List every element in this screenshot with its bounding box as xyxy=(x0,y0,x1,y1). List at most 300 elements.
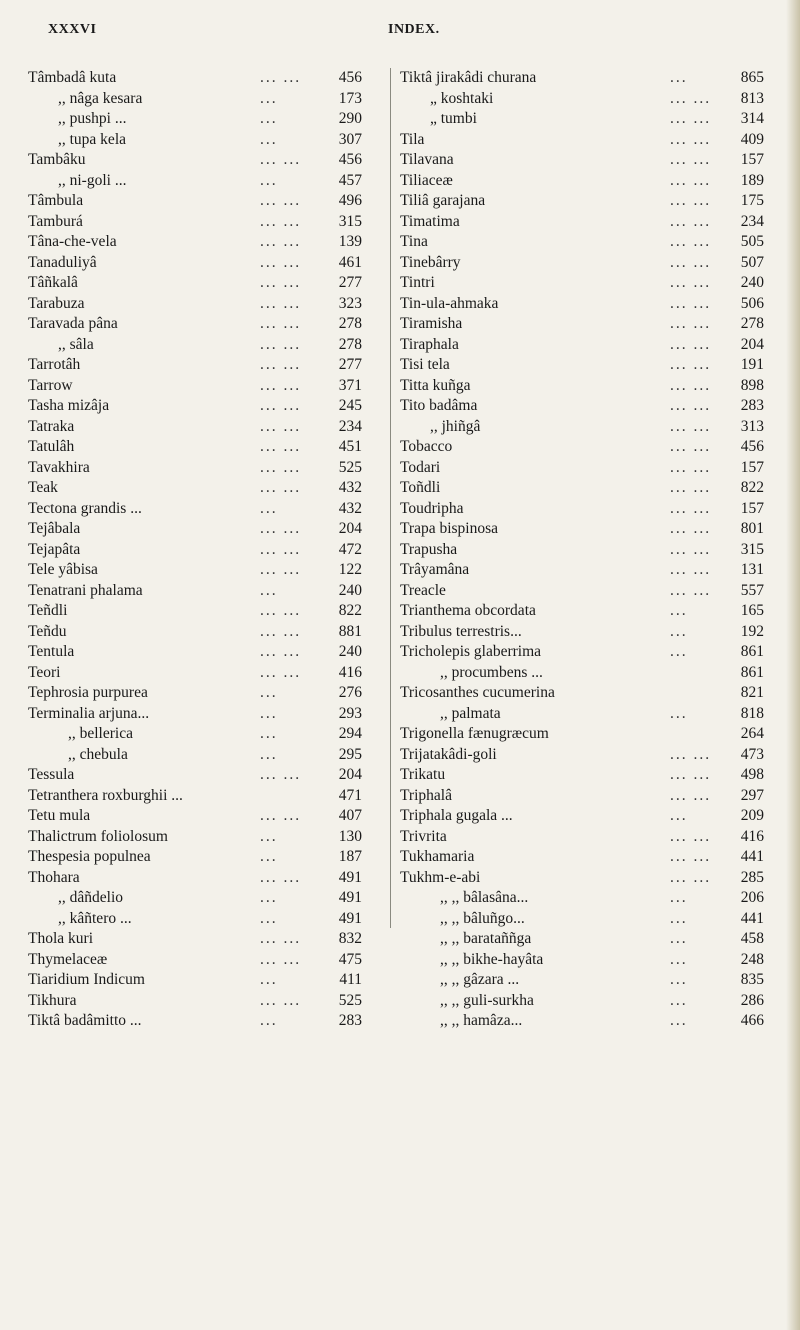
index-term: Tamburá xyxy=(28,212,83,230)
page-reference: 821 xyxy=(740,684,764,701)
index-entry xyxy=(28,499,382,520)
index-term: Tarrow xyxy=(28,376,73,394)
leader-dots: ... ... xyxy=(670,151,712,168)
leader-dots: ... ... xyxy=(260,376,302,394)
index-term: Tambâku xyxy=(28,151,86,168)
leader-dots: ... xyxy=(670,807,688,824)
index-entry xyxy=(28,622,382,643)
page-reference: 277 xyxy=(338,274,362,291)
index-entry xyxy=(400,68,764,89)
leader-dots: ... ... xyxy=(260,438,302,455)
index-term: Tarrotâh xyxy=(28,356,81,373)
page-reference: 471 xyxy=(338,786,362,804)
index-term: Tina xyxy=(400,233,428,250)
page-reference: 822 xyxy=(740,479,764,496)
page-reference: 407 xyxy=(338,807,362,824)
page-reference: 475 xyxy=(338,950,362,968)
leader-dots: ... xyxy=(260,971,278,988)
index-term: „ koshtaki xyxy=(430,89,494,107)
index-entry xyxy=(400,396,764,417)
page-reference: 240 xyxy=(338,581,362,599)
leader-dots: ... ... xyxy=(260,69,302,86)
page-edge-shadow xyxy=(786,0,800,1330)
index-entry xyxy=(400,499,764,520)
leader-dots: ... ... xyxy=(260,622,302,640)
leader-dots: ... ... xyxy=(260,807,302,824)
leader-dots: ... ... xyxy=(670,315,712,332)
page-reference: 307 xyxy=(338,130,362,148)
index-entry xyxy=(28,519,382,540)
index-term: Trivrita xyxy=(400,827,447,845)
leader-dots: ... ... xyxy=(670,458,712,476)
leader-dots: ... ... xyxy=(260,253,302,271)
index-term: Tephrosia purpurea xyxy=(28,684,148,701)
index-term: Tavakhira xyxy=(28,458,90,476)
index-term: ,, ,, guli-surkha xyxy=(440,991,534,1009)
index-term: „ tumbi xyxy=(430,110,477,127)
index-term: Thalictrum foliolosum xyxy=(28,827,168,845)
leader-dots: ... ... xyxy=(670,520,712,537)
page-header xyxy=(0,18,800,48)
index-term: Tiramisha xyxy=(400,315,463,332)
index-entry xyxy=(400,581,764,602)
leader-dots: ... xyxy=(670,704,688,722)
page-reference: 865 xyxy=(740,69,764,86)
index-term: Tatulâh xyxy=(28,438,75,455)
page-reference: 498 xyxy=(740,766,764,783)
index-entry xyxy=(28,109,382,130)
leader-dots: ... xyxy=(260,725,278,742)
index-entry xyxy=(28,232,382,253)
index-term: ,, ni-goli ... xyxy=(58,171,127,189)
leader-dots: ... ... xyxy=(260,643,302,660)
leader-dots: ... ... xyxy=(670,561,712,578)
index-entry xyxy=(400,929,764,950)
leader-dots: ... xyxy=(670,991,688,1009)
page-reference: 458 xyxy=(740,930,764,947)
index-entry xyxy=(28,765,382,786)
page-reference: 209 xyxy=(740,807,764,824)
index-term: Toñdli xyxy=(400,479,441,496)
index-entry xyxy=(28,335,382,356)
leader-dots: ... xyxy=(670,950,688,968)
page-reference: 409 xyxy=(740,130,764,148)
index-term: Tiliâ garajana xyxy=(400,192,486,209)
page-reference: 157 xyxy=(740,151,764,168)
index-entry xyxy=(400,601,764,622)
leader-dots: ... ... xyxy=(260,520,302,537)
leader-dots: ... ... xyxy=(670,581,712,599)
leader-dots: ... ... xyxy=(260,930,302,947)
index-entry xyxy=(28,396,382,417)
index-entry xyxy=(28,786,382,807)
leader-dots: ... ... xyxy=(260,294,302,312)
index-term: Tâñkalâ xyxy=(28,274,78,291)
leader-dots: ... ... xyxy=(260,602,302,619)
index-entry xyxy=(400,335,764,356)
page-reference: 290 xyxy=(338,110,362,127)
page-reference: 456 xyxy=(338,151,362,168)
page-reference: 286 xyxy=(740,991,764,1009)
index-term: Triphalâ xyxy=(400,786,452,804)
leader-dots: ... xyxy=(260,130,278,148)
index-entry xyxy=(28,478,382,499)
index-term: ,, ,, gâzara ... xyxy=(440,971,520,988)
index-entry xyxy=(28,868,382,889)
page-reference: 157 xyxy=(740,499,764,517)
leader-dots: ... ... xyxy=(260,868,302,886)
index-entry xyxy=(400,663,764,684)
index-term: Teñdli xyxy=(28,602,68,619)
index-entry xyxy=(400,273,764,294)
leader-dots: ... ... xyxy=(260,315,302,332)
index-term: Tinebârry xyxy=(400,253,461,271)
index-entry xyxy=(400,909,764,930)
index-entry xyxy=(400,765,764,786)
index-entry xyxy=(28,171,382,192)
page-reference: 204 xyxy=(338,520,362,537)
index-entry xyxy=(28,294,382,315)
index-entry xyxy=(400,642,764,663)
leader-dots: ... ... xyxy=(670,479,712,496)
leader-dots: ... xyxy=(670,643,688,660)
page-reference: 240 xyxy=(338,643,362,660)
page-reference: 411 xyxy=(339,971,362,988)
index-term: ,, chebula xyxy=(68,745,128,763)
column-divider xyxy=(390,68,391,928)
page-reference: 801 xyxy=(740,520,764,537)
index-entry xyxy=(400,376,764,397)
index-entry xyxy=(400,888,764,909)
leader-dots: ... ... xyxy=(670,171,712,189)
page-reference: 206 xyxy=(740,889,764,906)
index-entry xyxy=(28,437,382,458)
leader-dots: ... xyxy=(670,622,688,640)
leader-dots: ... xyxy=(260,745,278,763)
index-entry xyxy=(28,929,382,950)
leader-dots: ... ... xyxy=(260,561,302,578)
page-reference: 204 xyxy=(740,335,764,353)
index-entry xyxy=(28,130,382,151)
page-reference: 898 xyxy=(740,376,764,394)
index-term: ,, tupa kela xyxy=(58,130,127,148)
leader-dots: ... ... xyxy=(670,766,712,783)
index-term: Taravada pâna xyxy=(28,315,118,332)
index-entry xyxy=(28,1011,382,1032)
leader-dots: ... ... xyxy=(670,89,712,107)
index-term: Triphala gugala ... xyxy=(400,807,513,824)
index-term: Thola kuri xyxy=(28,930,93,947)
page-number: XXXVI xyxy=(48,22,97,37)
page-reference: 293 xyxy=(338,704,362,722)
page-reference: 130 xyxy=(338,827,362,845)
index-term: Tasha mizâja xyxy=(28,397,110,414)
page-reference: 416 xyxy=(338,663,362,681)
page-reference: 473 xyxy=(740,745,764,763)
index-term: Tin-ula-ahmaka xyxy=(400,294,499,312)
index-entry xyxy=(400,806,764,827)
index-entry xyxy=(28,888,382,909)
index-entry xyxy=(28,458,382,479)
page-reference: 278 xyxy=(338,335,362,353)
page-reference: 276 xyxy=(338,684,362,701)
index-entry xyxy=(28,68,382,89)
index-entry xyxy=(400,560,764,581)
page-reference: 295 xyxy=(338,745,362,763)
leader-dots: ... xyxy=(670,971,688,988)
leader-dots: ... xyxy=(670,1012,688,1029)
index-term: Tobacco xyxy=(400,438,453,455)
page-reference: 525 xyxy=(338,991,362,1009)
leader-dots: ... ... xyxy=(260,663,302,681)
page-reference: 861 xyxy=(740,663,764,681)
index-entry xyxy=(400,540,764,561)
index-term: Teori xyxy=(28,663,61,681)
leader-dots: ... ... xyxy=(670,540,712,558)
page-reference: 457 xyxy=(338,171,362,189)
index-entry xyxy=(400,109,764,130)
index-entry xyxy=(400,232,764,253)
page-reference: 240 xyxy=(740,274,764,291)
index-entry xyxy=(28,724,382,745)
page-reference: 466 xyxy=(740,1012,764,1029)
index-entry xyxy=(28,581,382,602)
leader-dots: ... xyxy=(260,704,278,722)
page-reference: 248 xyxy=(740,950,764,968)
page-reference: 432 xyxy=(338,479,362,496)
leader-dots: ... ... xyxy=(260,417,302,435)
index-entry xyxy=(400,868,764,889)
index-term: ,, dâñdelio xyxy=(58,889,123,906)
index-entry xyxy=(28,601,382,622)
index-term: Tiliaceæ xyxy=(400,171,453,189)
page-reference: 278 xyxy=(338,315,362,332)
leader-dots: ... xyxy=(260,1012,278,1029)
page-reference: 165 xyxy=(740,602,764,619)
page-reference: 122 xyxy=(338,561,362,578)
index-term: ,, procumbens ... xyxy=(440,663,543,681)
page-reference: 131 xyxy=(740,561,764,578)
index-entry xyxy=(28,806,382,827)
index-entry xyxy=(28,89,382,110)
index-entry xyxy=(400,355,764,376)
index-entry xyxy=(28,745,382,766)
index-entry xyxy=(400,478,764,499)
index-entry xyxy=(400,417,764,438)
index-term: Trapa bispinosa xyxy=(400,520,499,537)
index-term: Todari xyxy=(400,458,441,476)
leader-dots: ... ... xyxy=(670,335,712,353)
index-entry xyxy=(400,458,764,479)
index-term: Thespesia populnea xyxy=(28,848,151,865)
page-reference: 557 xyxy=(740,581,764,599)
page-reference: 315 xyxy=(740,540,764,558)
index-term: Tiaridium Indicum xyxy=(28,971,145,988)
page-reference: 245 xyxy=(338,397,362,414)
page-reference: 496 xyxy=(338,192,362,209)
leader-dots: ... ... xyxy=(260,991,302,1009)
leader-dots: ... ... xyxy=(260,233,302,250)
leader-dots: ... xyxy=(260,684,278,701)
index-entry xyxy=(400,991,764,1012)
index-entry xyxy=(400,683,764,704)
leader-dots: ... ... xyxy=(670,786,712,804)
leader-dots: ... ... xyxy=(260,151,302,168)
leader-dots: ... ... xyxy=(670,376,712,394)
page-reference: 294 xyxy=(338,725,362,742)
leader-dots: ... ... xyxy=(260,397,302,414)
leader-dots: ... xyxy=(260,581,278,599)
index-column-left xyxy=(28,68,382,1032)
index-term: Tribulus terrestris... xyxy=(400,622,522,640)
page-reference: 456 xyxy=(338,69,362,86)
leader-dots: ... ... xyxy=(670,192,712,209)
index-term: ,, palmata xyxy=(440,704,501,722)
index-entry xyxy=(400,294,764,315)
page-reference: 173 xyxy=(338,89,362,107)
index-entry xyxy=(28,827,382,848)
index-term: Tiktâ badâmitto ... xyxy=(28,1012,142,1029)
page-reference: 432 xyxy=(338,499,362,517)
page-reference: 139 xyxy=(338,233,362,250)
index-term: Tessula xyxy=(28,766,75,783)
leader-dots: ... xyxy=(260,827,278,845)
index-entry xyxy=(28,642,382,663)
index-term: ,, ,, barataññga xyxy=(440,930,532,947)
index-term: Tisi tela xyxy=(400,356,450,373)
page-reference: 371 xyxy=(338,376,362,394)
index-term: Tatraka xyxy=(28,417,75,435)
index-term: Tentula xyxy=(28,643,75,660)
index-term: Tetranthera roxburghii ... xyxy=(28,786,183,804)
index-entry xyxy=(400,253,764,274)
leader-dots: ... ... xyxy=(670,848,712,865)
leader-dots: ... ... xyxy=(260,540,302,558)
index-term: Teak xyxy=(28,479,58,496)
leader-dots: ... xyxy=(670,889,688,906)
page-reference: 451 xyxy=(338,438,362,455)
leader-dots: ... ... xyxy=(670,827,712,845)
index-term: Tenatrani phalama xyxy=(28,581,143,599)
index-term: Treacle xyxy=(400,581,446,599)
leader-dots: ... xyxy=(260,499,278,517)
page-reference: 278 xyxy=(740,315,764,332)
index-term: Tiktâ jirakâdi churana xyxy=(400,69,537,86)
index-term: Timatima xyxy=(400,212,460,230)
index-term: Tele yâbisa xyxy=(28,561,98,578)
index-entry xyxy=(400,847,764,868)
index-term: ,, pushpi ... xyxy=(58,110,127,127)
page-reference: 175 xyxy=(740,192,764,209)
page-reference: 525 xyxy=(338,458,362,476)
index-entry xyxy=(400,519,764,540)
index-term: Tarabuza xyxy=(28,294,85,312)
index-entry xyxy=(400,786,764,807)
index-entry xyxy=(28,950,382,971)
leader-dots: ... ... xyxy=(670,294,712,312)
index-entry xyxy=(400,130,764,151)
leader-dots: ... xyxy=(260,848,278,865)
index-entry xyxy=(28,253,382,274)
index-entry xyxy=(400,704,764,725)
page-reference: 189 xyxy=(740,171,764,189)
index-entry xyxy=(28,212,382,233)
index-entry xyxy=(28,663,382,684)
page-reference: 277 xyxy=(338,356,362,373)
page-reference: 506 xyxy=(740,294,764,312)
page-reference: 832 xyxy=(338,930,362,947)
page-reference: 861 xyxy=(740,643,764,660)
page-reference: 505 xyxy=(740,233,764,250)
leader-dots: ... ... xyxy=(260,356,302,373)
index-term: Tâmbadâ kuta xyxy=(28,69,117,86)
index-entry xyxy=(400,622,764,643)
leader-dots: ... ... xyxy=(670,356,712,373)
index-entry xyxy=(400,89,764,110)
index-entry xyxy=(28,314,382,335)
page-reference: 881 xyxy=(338,622,362,640)
index-entry xyxy=(28,355,382,376)
index-entry xyxy=(28,376,382,397)
leader-dots: ... ... xyxy=(260,766,302,783)
leader-dots: ... ... xyxy=(670,253,712,271)
index-entry xyxy=(400,827,764,848)
index-term: Tricholepis glaberrima xyxy=(400,643,542,660)
index-term: Tetu mula xyxy=(28,807,91,824)
page-reference: 314 xyxy=(740,110,764,127)
leader-dots: ... ... xyxy=(670,233,712,250)
page-reference: 285 xyxy=(740,868,764,886)
index-term: Tito badâma xyxy=(400,397,478,414)
index-entry xyxy=(28,540,382,561)
index-term: Tectona grandis ... xyxy=(28,499,142,517)
index-entry xyxy=(400,314,764,335)
index-term: Tukhamaria xyxy=(400,848,475,865)
leader-dots: ... xyxy=(670,69,688,86)
page-reference: 283 xyxy=(740,397,764,414)
leader-dots: ... xyxy=(260,89,278,107)
index-term: Tejâbala xyxy=(28,520,81,537)
page-reference: 491 xyxy=(338,889,362,906)
leader-dots: ... xyxy=(670,930,688,947)
page-reference: 441 xyxy=(740,909,764,927)
index-term: ,, nâga kesara xyxy=(58,89,143,107)
page-reference: 323 xyxy=(338,294,362,312)
index-entry xyxy=(28,847,382,868)
page-reference: 818 xyxy=(740,704,764,722)
index-term: Tâna-che-vela xyxy=(28,233,117,250)
page-reference: 416 xyxy=(740,827,764,845)
leader-dots: ... ... xyxy=(670,274,712,291)
page-reference: 192 xyxy=(740,622,764,640)
page-reference: 234 xyxy=(338,417,362,435)
leader-dots: ... xyxy=(670,909,688,927)
index-term: ,, bellerica xyxy=(68,725,133,742)
index-term: Trianthema obcordata xyxy=(400,602,536,619)
index-entry xyxy=(28,191,382,212)
index-entry xyxy=(28,970,382,991)
page-reference: 315 xyxy=(338,212,362,230)
page-reference: 187 xyxy=(338,848,362,865)
index-term: Teñdu xyxy=(28,622,67,640)
index-entry xyxy=(400,212,764,233)
leader-dots: ... ... xyxy=(670,868,712,886)
leader-dots: ... ... xyxy=(670,110,712,127)
page-reference: 491 xyxy=(338,909,362,927)
leader-dots: ... xyxy=(260,171,278,189)
index-entry xyxy=(400,1011,764,1032)
index-column-right xyxy=(400,68,764,1032)
